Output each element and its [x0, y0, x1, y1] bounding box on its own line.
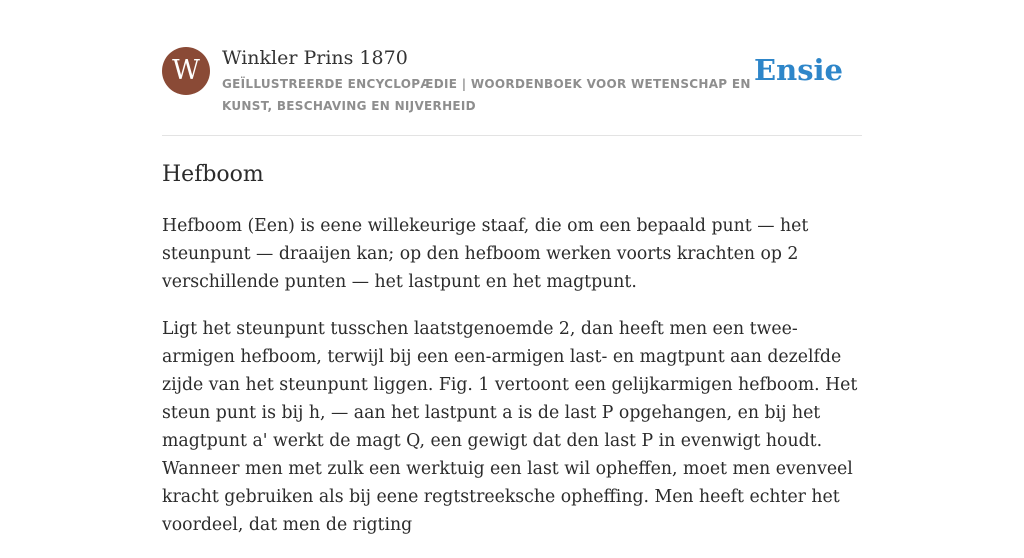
article-paragraph: Ligt het steunpunt tusschen laatstgenoemde 2, dan heeft men een twee-armigen hefboom, terwijl bij een een-armigen last- en magtpunt aan dezelfde zijde van het steunpunt liggen. Fig. 1 vertoont een gelijkarmigen hefboom. Het steun punt is bij h, — aan het lastpunt a is de last P opgehangen, en bij het magtpunt a' werkt de magt Q, een gewigt dat den last P in evenwigt houdt. Wanneer men met zulk een werktuig een last wil opheffen, moet men evenveel kracht gebruiken als bij eene regtstreeksche opheffing. Men heeft echter het voordeel, dat men de rigting [162, 319, 858, 535]
header-divider [162, 135, 862, 136]
source-subtitle: GEÏLLUSTREERDE ENCYCLOPÆDIE | WOORDENBOEK VOOR WETENSCHAP EN KUNST, BESCHAVING EN NIJVERHEID [222, 77, 751, 113]
source-header [162, 46, 862, 116]
article-title: Hefboom [162, 162, 264, 187]
brand-logo[interactable]: Ensie [754, 53, 843, 87]
article-body [162, 212, 866, 558]
source-title[interactable]: Winkler Prins 1870 [222, 47, 408, 69]
article-paragraph: Hefboom (Een) is eene willekeurige staaf, die om een bepaald punt — het steunpunt — draaijen kan; op den hefboom werken voorts krachten op 2 verschillende punten — het lastpunt en het magtpunt. [162, 216, 809, 292]
source-avatar[interactable]: W [162, 47, 210, 95]
